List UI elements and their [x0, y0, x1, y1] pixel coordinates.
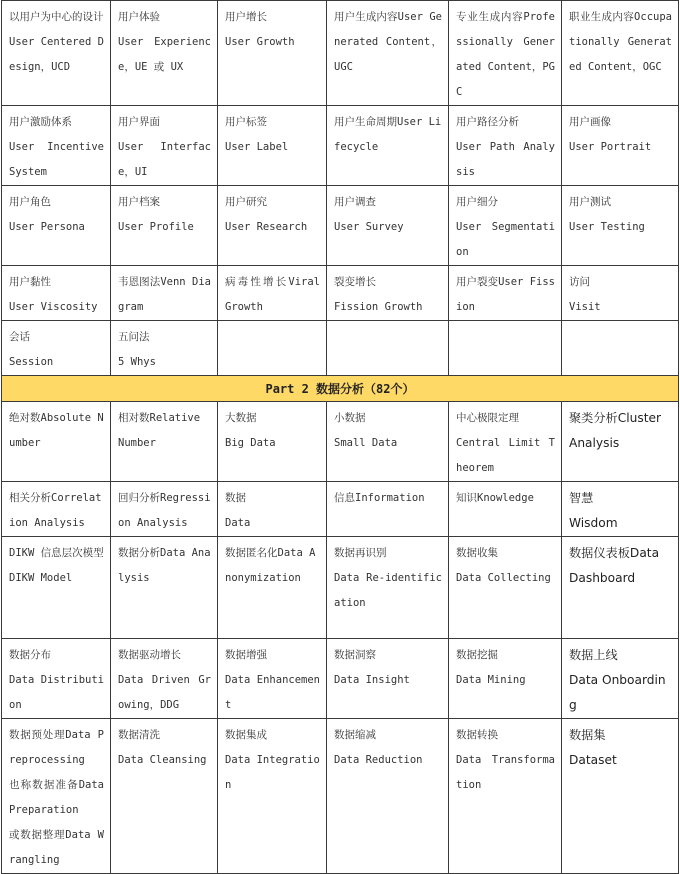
term-text: 用户档案 — [118, 196, 160, 208]
term-text: User Segmentation — [456, 221, 555, 258]
term-text: User Path Analysis — [456, 141, 555, 178]
table-cell — [327, 321, 449, 376]
term-text: Data Distribution — [9, 674, 104, 711]
table-row — [2, 106, 679, 186]
term-text: User Profile — [118, 221, 194, 233]
term-text: 裂变增长 — [334, 276, 376, 288]
term-text: 中心极限定理 — [456, 412, 519, 424]
term-text: 也称数据准备Data Preparation — [9, 779, 104, 816]
table-cell — [2, 402, 111, 482]
table-cell — [327, 537, 449, 639]
table-cell — [327, 266, 449, 321]
term-text: 韦恩图法Venn Diagram — [118, 276, 211, 313]
table-cell — [111, 639, 218, 719]
term-text: Data Integration — [225, 754, 320, 791]
term-text: 用户测试 — [569, 196, 611, 208]
term-text: Data Collecting — [456, 572, 551, 584]
table-cell — [562, 639, 679, 719]
term-text: 智慧 — [569, 491, 594, 505]
term-text: User Research — [225, 221, 308, 233]
table-cell — [218, 639, 327, 719]
table-cell — [218, 402, 327, 482]
term-text: User Label — [225, 141, 289, 153]
table-cell — [111, 537, 218, 639]
table-cell — [111, 1, 218, 106]
term-text: 数据上线 — [569, 648, 618, 662]
term-text: 会话 — [9, 331, 30, 343]
table-cell — [327, 106, 449, 186]
table-cell — [327, 1, 449, 106]
term-text: 数据收集 — [456, 547, 498, 559]
table-row — [2, 321, 679, 376]
table-cell — [2, 482, 111, 537]
table-cell — [562, 1, 679, 106]
term-text: 专业生成内容Professionally Generated Content，PGC — [456, 11, 556, 98]
term-text: 知识Knowledge — [456, 492, 534, 504]
term-text: 回归分析Regression Analysis — [118, 492, 211, 529]
term-text: 或数据整理Data Wrangling — [9, 829, 104, 866]
table-cell — [2, 106, 111, 186]
term-text: 数据预处理Data Preprocessing — [9, 729, 104, 766]
term-text: 用户黏性 — [9, 276, 51, 288]
term-text: 数据 — [225, 492, 246, 504]
term-text: Data Onboarding — [569, 673, 666, 712]
term-text: 病毒性增长Viral Growth — [225, 276, 320, 313]
table-cell — [449, 402, 562, 482]
term-text: 数据仪表板Data Dashboard — [569, 546, 660, 585]
table-cell — [449, 321, 562, 376]
term-text: 绝对数Absolute Number — [9, 412, 104, 449]
section-title: Part 2 数据分析（82个） — [2, 376, 679, 402]
term-text: 用户细分 — [456, 196, 498, 208]
table-row — [2, 266, 679, 321]
term-text: Data Transformation — [456, 754, 555, 791]
table-row — [2, 639, 679, 719]
term-text: 用户生成内容User Generated Content，UGC — [334, 11, 442, 73]
table-cell — [562, 537, 679, 639]
table-cell — [2, 719, 111, 874]
glossary-table — [1, 0, 679, 874]
table-row — [2, 482, 679, 537]
term-text: DIKW 信息层次模型 — [9, 547, 104, 559]
table-cell — [2, 321, 111, 376]
term-text: DIKW Model — [9, 572, 73, 584]
term-text: Small Data — [334, 437, 398, 449]
term-text: 小数据 — [334, 412, 366, 424]
term-text: 五问法 — [118, 331, 150, 343]
section-header-row — [2, 376, 679, 402]
term-text: 用户画像 — [569, 116, 611, 128]
table-cell — [2, 186, 111, 266]
term-text: Wisdom — [569, 516, 618, 530]
table-cell — [327, 482, 449, 537]
term-text: User Viscosity — [9, 301, 98, 313]
term-text: 相关分析Correlation Analysis — [9, 492, 102, 529]
term-text: User Centered Design，UCD — [9, 36, 104, 73]
table-cell — [218, 266, 327, 321]
term-text: 聚类分析Cluster Analysis — [569, 411, 662, 450]
term-text: User Experience，UE 或 UX — [118, 36, 211, 73]
table-cell — [2, 1, 111, 106]
term-text: 用户生命周期User Lifecycle — [334, 116, 442, 153]
table-cell — [327, 639, 449, 719]
term-text: 5 Whys — [118, 356, 156, 368]
term-text: Data — [225, 517, 251, 529]
table-cell — [111, 482, 218, 537]
table-cell — [218, 186, 327, 266]
table-cell — [111, 106, 218, 186]
term-text: User Interface，UI — [118, 141, 211, 178]
term-text: User Incentive System — [9, 141, 104, 178]
term-text: 信息Information — [334, 492, 425, 504]
table-cell — [218, 321, 327, 376]
table-cell — [562, 186, 679, 266]
table-row — [2, 719, 679, 874]
table-row — [2, 186, 679, 266]
term-text: Data Driven Growing，DDG — [118, 674, 211, 711]
term-text: Fission Growth — [334, 301, 423, 313]
term-text: Data Enhancement — [225, 674, 320, 711]
term-text: User Persona — [9, 221, 85, 233]
table-cell — [562, 106, 679, 186]
term-text: Visit — [569, 301, 601, 313]
term-text: 用户激励体系 — [9, 116, 72, 128]
table-cell — [2, 537, 111, 639]
term-text: 数据匿名化Data Anonymization — [225, 547, 316, 584]
term-text: 数据转换 — [456, 729, 498, 741]
table-cell — [111, 402, 218, 482]
term-text: 访问 — [569, 276, 590, 288]
term-text: Data Re-identification — [334, 572, 442, 609]
table-cell — [449, 106, 562, 186]
term-text: 数据集成 — [225, 729, 267, 741]
term-text: 用户角色 — [9, 196, 51, 208]
table-cell — [327, 719, 449, 874]
table-cell — [449, 1, 562, 106]
term-text: Data Reduction — [334, 754, 423, 766]
term-text: 用户增长 — [225, 11, 267, 23]
term-text: User Portrait — [569, 141, 652, 153]
table-cell — [2, 639, 111, 719]
term-text: 用户界面 — [118, 116, 160, 128]
table-cell — [327, 402, 449, 482]
term-text: 用户路径分析 — [456, 116, 519, 128]
term-text: Session — [9, 356, 54, 368]
table-cell — [449, 186, 562, 266]
term-text: 数据清洗 — [118, 729, 160, 741]
table-cell — [562, 719, 679, 874]
table-cell — [449, 639, 562, 719]
term-text: 用户标签 — [225, 116, 267, 128]
term-text: Dataset — [569, 753, 617, 767]
term-text: 数据分析Data Analysis — [118, 547, 211, 584]
table-row — [2, 1, 679, 106]
table-cell — [218, 719, 327, 874]
term-text: User Survey — [334, 221, 404, 233]
term-text: 用户研究 — [225, 196, 267, 208]
term-text: 数据挖掘 — [456, 649, 498, 661]
term-text: 用户体验 — [118, 11, 160, 23]
term-text: 数据驱动增长 — [118, 649, 181, 661]
term-text: User Growth — [225, 36, 295, 48]
table-cell — [562, 266, 679, 321]
table-cell — [218, 482, 327, 537]
term-text: 用户调查 — [334, 196, 376, 208]
table-cell — [218, 537, 327, 639]
term-text: 数据集 — [569, 728, 606, 742]
term-text: 大数据 — [225, 412, 257, 424]
table-cell — [449, 266, 562, 321]
term-text: 数据再识别 — [334, 547, 387, 559]
table-cell — [111, 266, 218, 321]
term-text: 职业生成内容Occupationally Generated Content，OGC — [569, 11, 672, 73]
term-text: 数据增强 — [225, 649, 267, 661]
term-text: 用户裂变User Fission — [456, 276, 555, 313]
table-cell — [562, 482, 679, 537]
table-cell — [111, 719, 218, 874]
term-text: 相对数Relative Number — [118, 412, 201, 449]
term-text: 数据分布 — [9, 649, 51, 661]
term-text: Big Data — [225, 437, 276, 449]
term-text: 以用户为中心的设计 — [9, 11, 104, 23]
table-cell — [562, 402, 679, 482]
table-cell — [218, 106, 327, 186]
glossary-body — [2, 1, 679, 874]
table-cell — [449, 719, 562, 874]
table-cell — [449, 482, 562, 537]
table-cell — [449, 537, 562, 639]
table-cell — [562, 321, 679, 376]
term-text: Central Limit Theorem — [456, 437, 555, 474]
table-cell — [111, 321, 218, 376]
table-cell — [111, 186, 218, 266]
term-text: Data Cleansing — [118, 754, 207, 766]
term-text: Data Insight — [334, 674, 410, 686]
table-row — [2, 537, 679, 639]
term-text: 数据缩减 — [334, 729, 376, 741]
table-cell — [2, 266, 111, 321]
table-cell — [218, 1, 327, 106]
table-row — [2, 402, 679, 482]
term-text: 数据洞察 — [334, 649, 376, 661]
term-text: User Testing — [569, 221, 645, 233]
term-text: Data Mining — [456, 674, 526, 686]
table-cell — [327, 186, 449, 266]
